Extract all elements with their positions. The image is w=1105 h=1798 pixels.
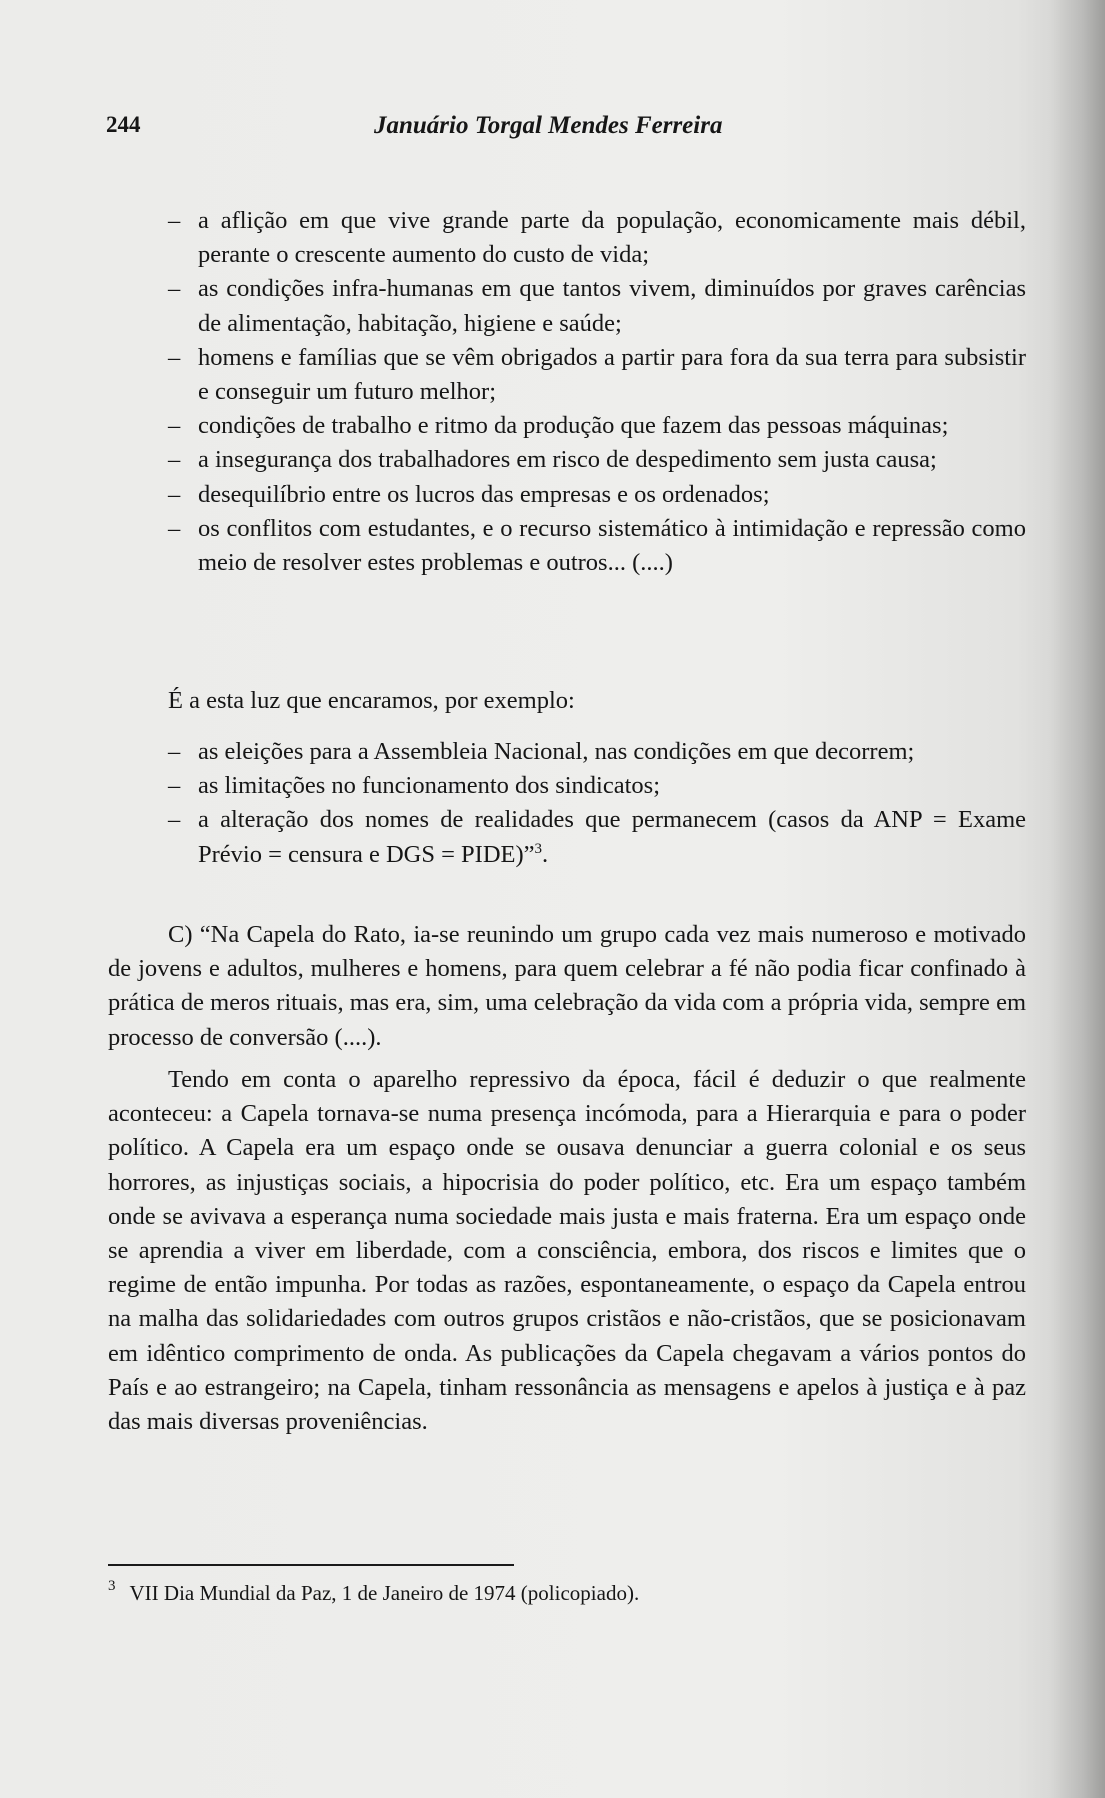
list-dash: – bbox=[168, 514, 181, 542]
list-dash: – bbox=[168, 738, 181, 765]
page-number: 244 bbox=[106, 112, 141, 137]
list-item bbox=[106, 409, 1026, 443]
list-item-end: . bbox=[542, 840, 549, 868]
list-dash: – bbox=[168, 343, 181, 371]
list-item-text: a alteração dos nomes de realidades que permanecem (casos da ANP = Exame Prévio = censura e DGS = PIDE)” bbox=[198, 806, 1026, 868]
list-dash: – bbox=[168, 772, 181, 800]
list-item bbox=[106, 803, 1026, 871]
list-item-text: homens e famílias que se vêm obrigados a partir para fora da sua terra para subsistir e conseguir um futuro melhor; bbox=[198, 343, 1026, 406]
list-item bbox=[106, 272, 1026, 340]
list-item-text: a insegurança dos trabalhadores em risco de despedimento sem justa causa; bbox=[198, 446, 937, 474]
list-item-text: as limitações no funcionamento dos sindicatos; bbox=[198, 772, 661, 800]
list-item bbox=[106, 735, 1026, 769]
footnote-mark: 3 bbox=[108, 1578, 116, 1594]
footnote bbox=[108, 1578, 639, 1611]
list-item bbox=[106, 769, 1026, 803]
paragraph-capela-intro: C) “Na Capela do Rato, ia-se reunindo um grupo cada vez mais numeroso e motivado de jovens e adultos, mulheres e homens, para quem celebrar a fé não podia ficar confinado à prática de meros rituais, mas era, sim, uma celebração da vida com a própria vida, sempre em processo de conversão (....). bbox=[108, 921, 1026, 1051]
spine-shadow bbox=[1050, 0, 1105, 1798]
running-head: Januário Torgal Mendes Ferreira bbox=[374, 112, 723, 139]
intro-line: É a esta luz que encaramos, por exemplo: bbox=[168, 687, 575, 714]
list-item bbox=[106, 512, 1026, 580]
examples-list bbox=[106, 735, 1026, 872]
list-item-text: condições de trabalho e ritmo da produção que fazem das pessoas máquinas; bbox=[198, 412, 949, 440]
list-dash: – bbox=[168, 446, 181, 474]
list-item bbox=[106, 478, 1026, 512]
list-item-text: as eleições para a Assembleia Nacional, nas condições em que decorrem; bbox=[198, 738, 915, 765]
footnote-reference: 3 bbox=[534, 840, 543, 857]
list-item bbox=[106, 341, 1026, 409]
list-item-text: os conflitos com estudantes, e o recurso sistemático à intimidação e repressão como meio de resolver estes problemas e outros... (....) bbox=[198, 514, 1026, 577]
footnote-rule bbox=[108, 1564, 514, 1566]
list-item-text: desequilíbrio entre os lucros das empresas e os ordenados; bbox=[198, 480, 770, 508]
list-dash: – bbox=[168, 412, 181, 440]
list-dash: – bbox=[168, 275, 181, 303]
list-item-text: as condições infra-humanas em que tantos vivem, diminuídos por graves carências de alimentação, habitação, higiene e saúde; bbox=[198, 275, 1026, 337]
list-dash: – bbox=[168, 207, 181, 234]
footnote-text: VII Dia Mundial da Paz, 1 de Janeiro de 1974 (policopiado). bbox=[129, 1581, 640, 1605]
list-dash: – bbox=[168, 480, 181, 508]
list-item bbox=[106, 204, 1026, 272]
paragraph-capela-context: Tendo em conta o aparelho repressivo da época, fácil é deduzir o que realmente aconteceu: a Capela tornava-se numa presença incómoda, para a Hierarquia e para o poder político. A Capela era um espaço onde se ousava denunciar a guerra colonial e os seus horrores, as injustiças sociais, a hipocrisia do poder político, etc. Era um espaço também onde se avivava a esperança numa sociedade mais justa e mais fraterna. Era um espaço onde se aprendia a viver em liberdade, com a consciência, embora, dos riscos e limites que o regime de então impunha. Por todas as razões, espontaneamente, o espaço da Capela entrou na malha das solidariedades com outros grupos cristãos e não-cristãos, que se posicionavam em idêntico comprimento de onda. As publicações da Capela chegavam a vários pontos do País e ao estrangeiro; na Capela, tinham ressonância as mensagens e apelos à justiça e à paz das mais diversas proveniências. bbox=[108, 1066, 1026, 1436]
list-item-text: a aflição em que vive grande parte da população, economicamente mais débil, perante o crescente aumento do custo de vida; bbox=[198, 207, 1026, 269]
list-item bbox=[106, 443, 1026, 477]
list-dash: – bbox=[168, 806, 181, 834]
grievance-list bbox=[106, 204, 1026, 580]
page-header bbox=[106, 112, 766, 152]
